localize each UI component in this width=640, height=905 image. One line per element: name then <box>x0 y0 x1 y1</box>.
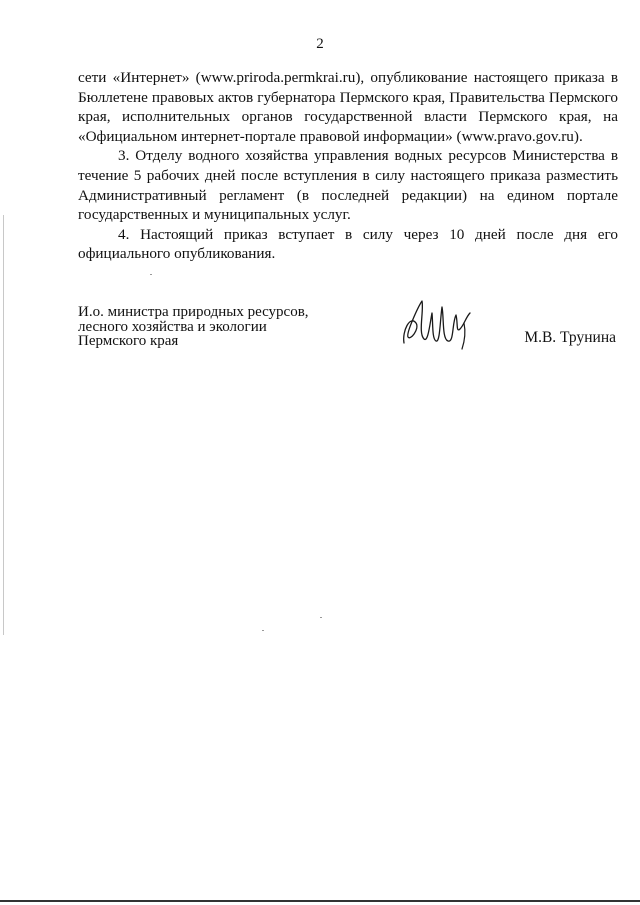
paragraph-item-3: 3. Отделу водного хозяйства управления водных ресурсов Министерства в течение 5 рабочих дней после вступления в силу настоящего приказа разместить Административный регламент (в последней редакции) на едином портале государственных и муниципальных услуг. <box>78 147 618 224</box>
page-number: 2 <box>316 36 324 52</box>
signer-position-line: Пермского края <box>78 333 179 349</box>
paragraph-item-4: 4. Настоящий приказ вступает в силу через 10 дней после дня его официального опубликования. <box>78 225 618 263</box>
signer-name: М.В. Трунина <box>524 329 616 346</box>
paragraph-continuation: сети «Интернет» (www.priroda.permkrai.ru), опубликование настоящего приказа в Бюллетене правовых актов губернатора Пермского края, Правительства Пермского края, исполнительных органов государственной власти Пермского края, на «Официальном интернет-портале правовой информации» (www.pravo.gov.ru). <box>78 69 618 145</box>
document-body <box>78 68 618 264</box>
scan-edge-line <box>3 215 4 635</box>
signer-position <box>78 305 309 349</box>
handwritten-signature <box>400 293 475 353</box>
scan-dot <box>320 617 322 618</box>
scan-bottom-rule <box>0 900 640 902</box>
signature-block <box>78 305 618 365</box>
scan-dot <box>150 274 152 275</box>
scan-dot <box>262 630 264 631</box>
signer-position-line: лесного хозяйства и экологии <box>78 318 267 335</box>
signer-position-line: И.о. министра природных ресурсов, <box>78 304 309 320</box>
